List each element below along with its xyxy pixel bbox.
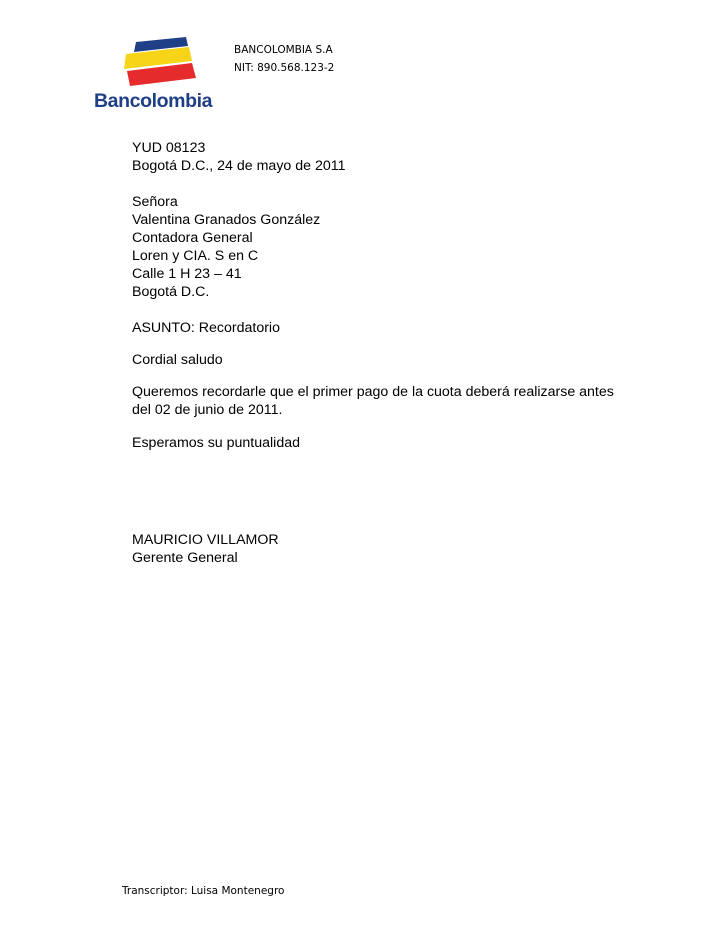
bancolombia-logo (94, 36, 213, 118)
recipient-company: Loren y CIA. S en C (132, 248, 259, 264)
bancolombia-logo-icon (94, 36, 206, 92)
logo-wordmark: Bancolombia (94, 90, 213, 112)
recipient-name: Valentina Granados González (132, 212, 321, 228)
recipient-address: Calle 1 H 23 – 41 (132, 266, 242, 282)
signer-name: MAURICIO VILLAMOR (132, 532, 279, 548)
closing-line: Esperamos su puntualidad (132, 435, 300, 451)
company-name: BANCOLOMBIA S.A (234, 44, 333, 56)
recipient-title: Contadora General (132, 230, 253, 246)
greeting: Cordial saludo (132, 352, 223, 368)
signer-title: Gerente General (132, 550, 238, 566)
body-paragraph: Queremos recordarle que el primer pago de la cuota deberá realizarse antes del 02 de junio de 2011. (132, 384, 614, 418)
recipient-salutation: Señora (132, 194, 178, 210)
recipient-city: Bogotá D.C. (132, 284, 210, 300)
transcriptor-footer: Transcriptor: Luisa Montenegro (122, 885, 285, 897)
reference-code: YUD 08123 (132, 140, 206, 156)
subject-line: ASUNTO: Recordatorio (132, 320, 280, 336)
company-nit: NIT: 890.568.123-2 (234, 62, 335, 74)
date-line: Bogotá D.C., 24 de mayo de 2011 (132, 158, 346, 174)
company-info (234, 41, 334, 77)
